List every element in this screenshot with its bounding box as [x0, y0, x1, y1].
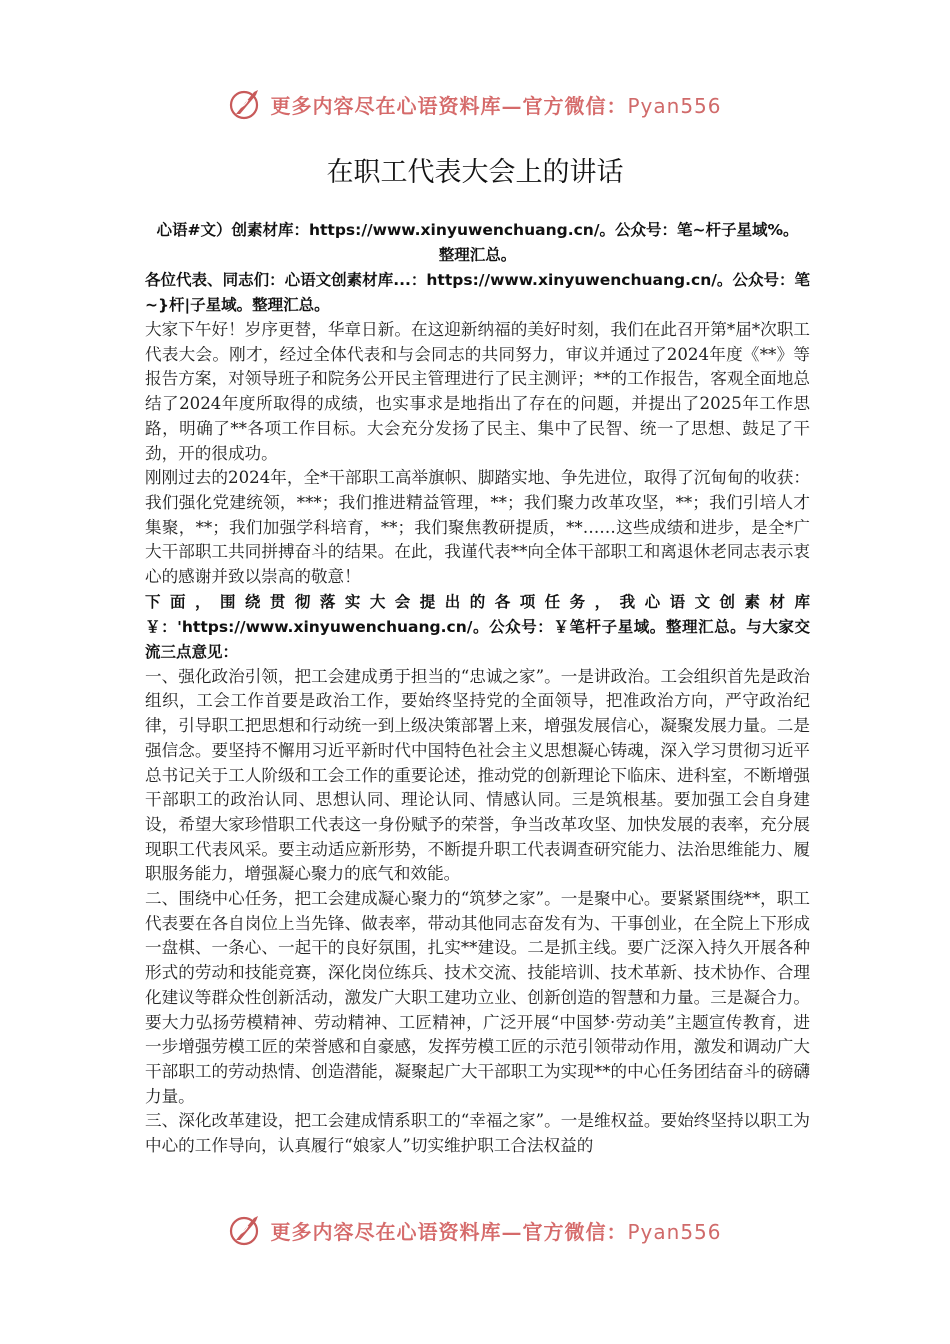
transition-paragraph: 下面，围绕贯彻落实大会提出的各项任务，我心语文创素材库￥：'https://www.xinyuwenchuang.cn/。公众号：￥笔杆子星域。整理汇总。与大家交流三点意见： [145, 592, 810, 661]
intro-paragraph: 大家下午好！岁序更替，华章日新。在这迎新纳福的美好时刻，我们在此召开第*届*次职工代表大会。刚才，经过全体代表和与会同志的共同努力，审议并通过了2024年度《**》等报告方案，对领导班子和院务公开民主管理进行了民主测评；**的工作报告，客观全面地总结了2024年度所取得的成绩，也实事求是地指出了存在的问题，并提出了2025年工作思路，明确了**各项工作目标。大会充分发扬了民主、集中了民智、统一了思想、鼓足了干劲，开的很成功。 [145, 320, 810, 463]
quill-logo-icon [228, 1212, 264, 1248]
source-line-continued: 整理汇总。 [438, 246, 517, 264]
watermark-banner-top [0, 84, 950, 124]
watermark-banner-bottom [0, 1210, 950, 1250]
document-title: 在职工代表大会上的讲话 [326, 157, 624, 188]
document-body [145, 218, 810, 1159]
source-line: 心语#文）创素材库：https://www.xinyuwenchuang.cn/。公众号：笔~杆子星域%。 [156, 221, 799, 239]
section-one-paragraph: 一、强化政治引领，把工会建成勇于担当的“忠诚之家”。一是讲政治。工会组织首先是政治组织，工会工作首要是政治工作，要始终坚持党的全面领导，把准政治方向，严守政治纪律，引导职工把思想和行动统一到上级决策部署上来，增强发展信心，凝聚发展力量。二是强信念。要坚持不懈用习近平新时代中国特色社会主义思想凝心铸魂，深入学习贯彻习近平总书记关于工人阶级和工会工作的重要论述，推动党的创新理论下临床、进科室，不断增强干部职工的政治认同、思想认同、理论认同、情感认同。三是筑根基。要加强工会自身建设，希望大家珍惜职工代表这一身份赋予的荣誉，争当改革攻坚、加快发展的表率，充分展现职工代表风采。要主动适应新形势，不断提升职工代表调查研究能力、法治思维能力、履职服务能力，增强凝心聚力的底气和效能。 [145, 666, 810, 884]
section-three-paragraph: 三、深化改革建设，把工会建成情系职工的“幸福之家”。一是维权益。要始终坚持以职工为中心的工作导向，认真履行“娘家人”切实维护职工合法权益的 [145, 1111, 810, 1156]
achievements-paragraph: 刚刚过去的2024年，全*干部职工高举旗帜、脚踏实地、争先进位，取得了沉甸甸的收获：我们强化党建统领，***；我们推进精益管理，**；我们聚力改革攻坚，**；我们引培人才集聚，**；我们加强学科培育，**；我们聚焦教研提质，**……这些成绩和进步，是全*广大干部职工共同拼搏奋斗的结果。在此，我谨代表**向全体干部职工和离退休老同志表示衷心的感谢并致以崇高的敬意！ [145, 468, 810, 587]
watermark-text: 更多内容尽在心语资料库—官方微信：Pyan556 [270, 93, 722, 118]
watermark-text: 更多内容尽在心语资料库—官方微信：Pyan556 [270, 1219, 722, 1244]
section-two-paragraph: 二、围绕中心任务，把工会建成凝心聚力的“筑梦之家”。一是聚中心。要紧紧围绕**，职工代表要在各自岗位上当先锋、做表率，带动其他同志奋发有为、干事创业，在全院上下形成一盘棋、一条心、一起干的良好氛围，扎实**建设。二是抓主线。要广泛深入持久开展各种形式的劳动和技能竞赛，深化岗位练兵、技术交流、技能培训、技术革新、技术协作、合理化建议等群众性创新活动，激发广大职工建功立业、创新创造的智慧和力量。三是凝合力。要大力弘扬劳模精神、劳动精神、工匠精神，广泛开展“中国梦·劳动美”主题宣传教育，进一步增强劳模工匠的荣誉感和自豪感，发挥劳模工匠的示范引领带动作用，激发和调动广大干部职工的劳动热情、创造潜能，凝聚起广大干部职工为实现**的中心任务团结奋斗的磅礴力量。 [145, 889, 810, 1106]
greeting-paragraph: 各位代表、同志们：心语文创素材库...：https://www.xinyuwenchuang.cn/。公众号：笔~}杆|子星域。整理汇总。 [145, 271, 810, 314]
quill-logo-icon [228, 86, 264, 122]
